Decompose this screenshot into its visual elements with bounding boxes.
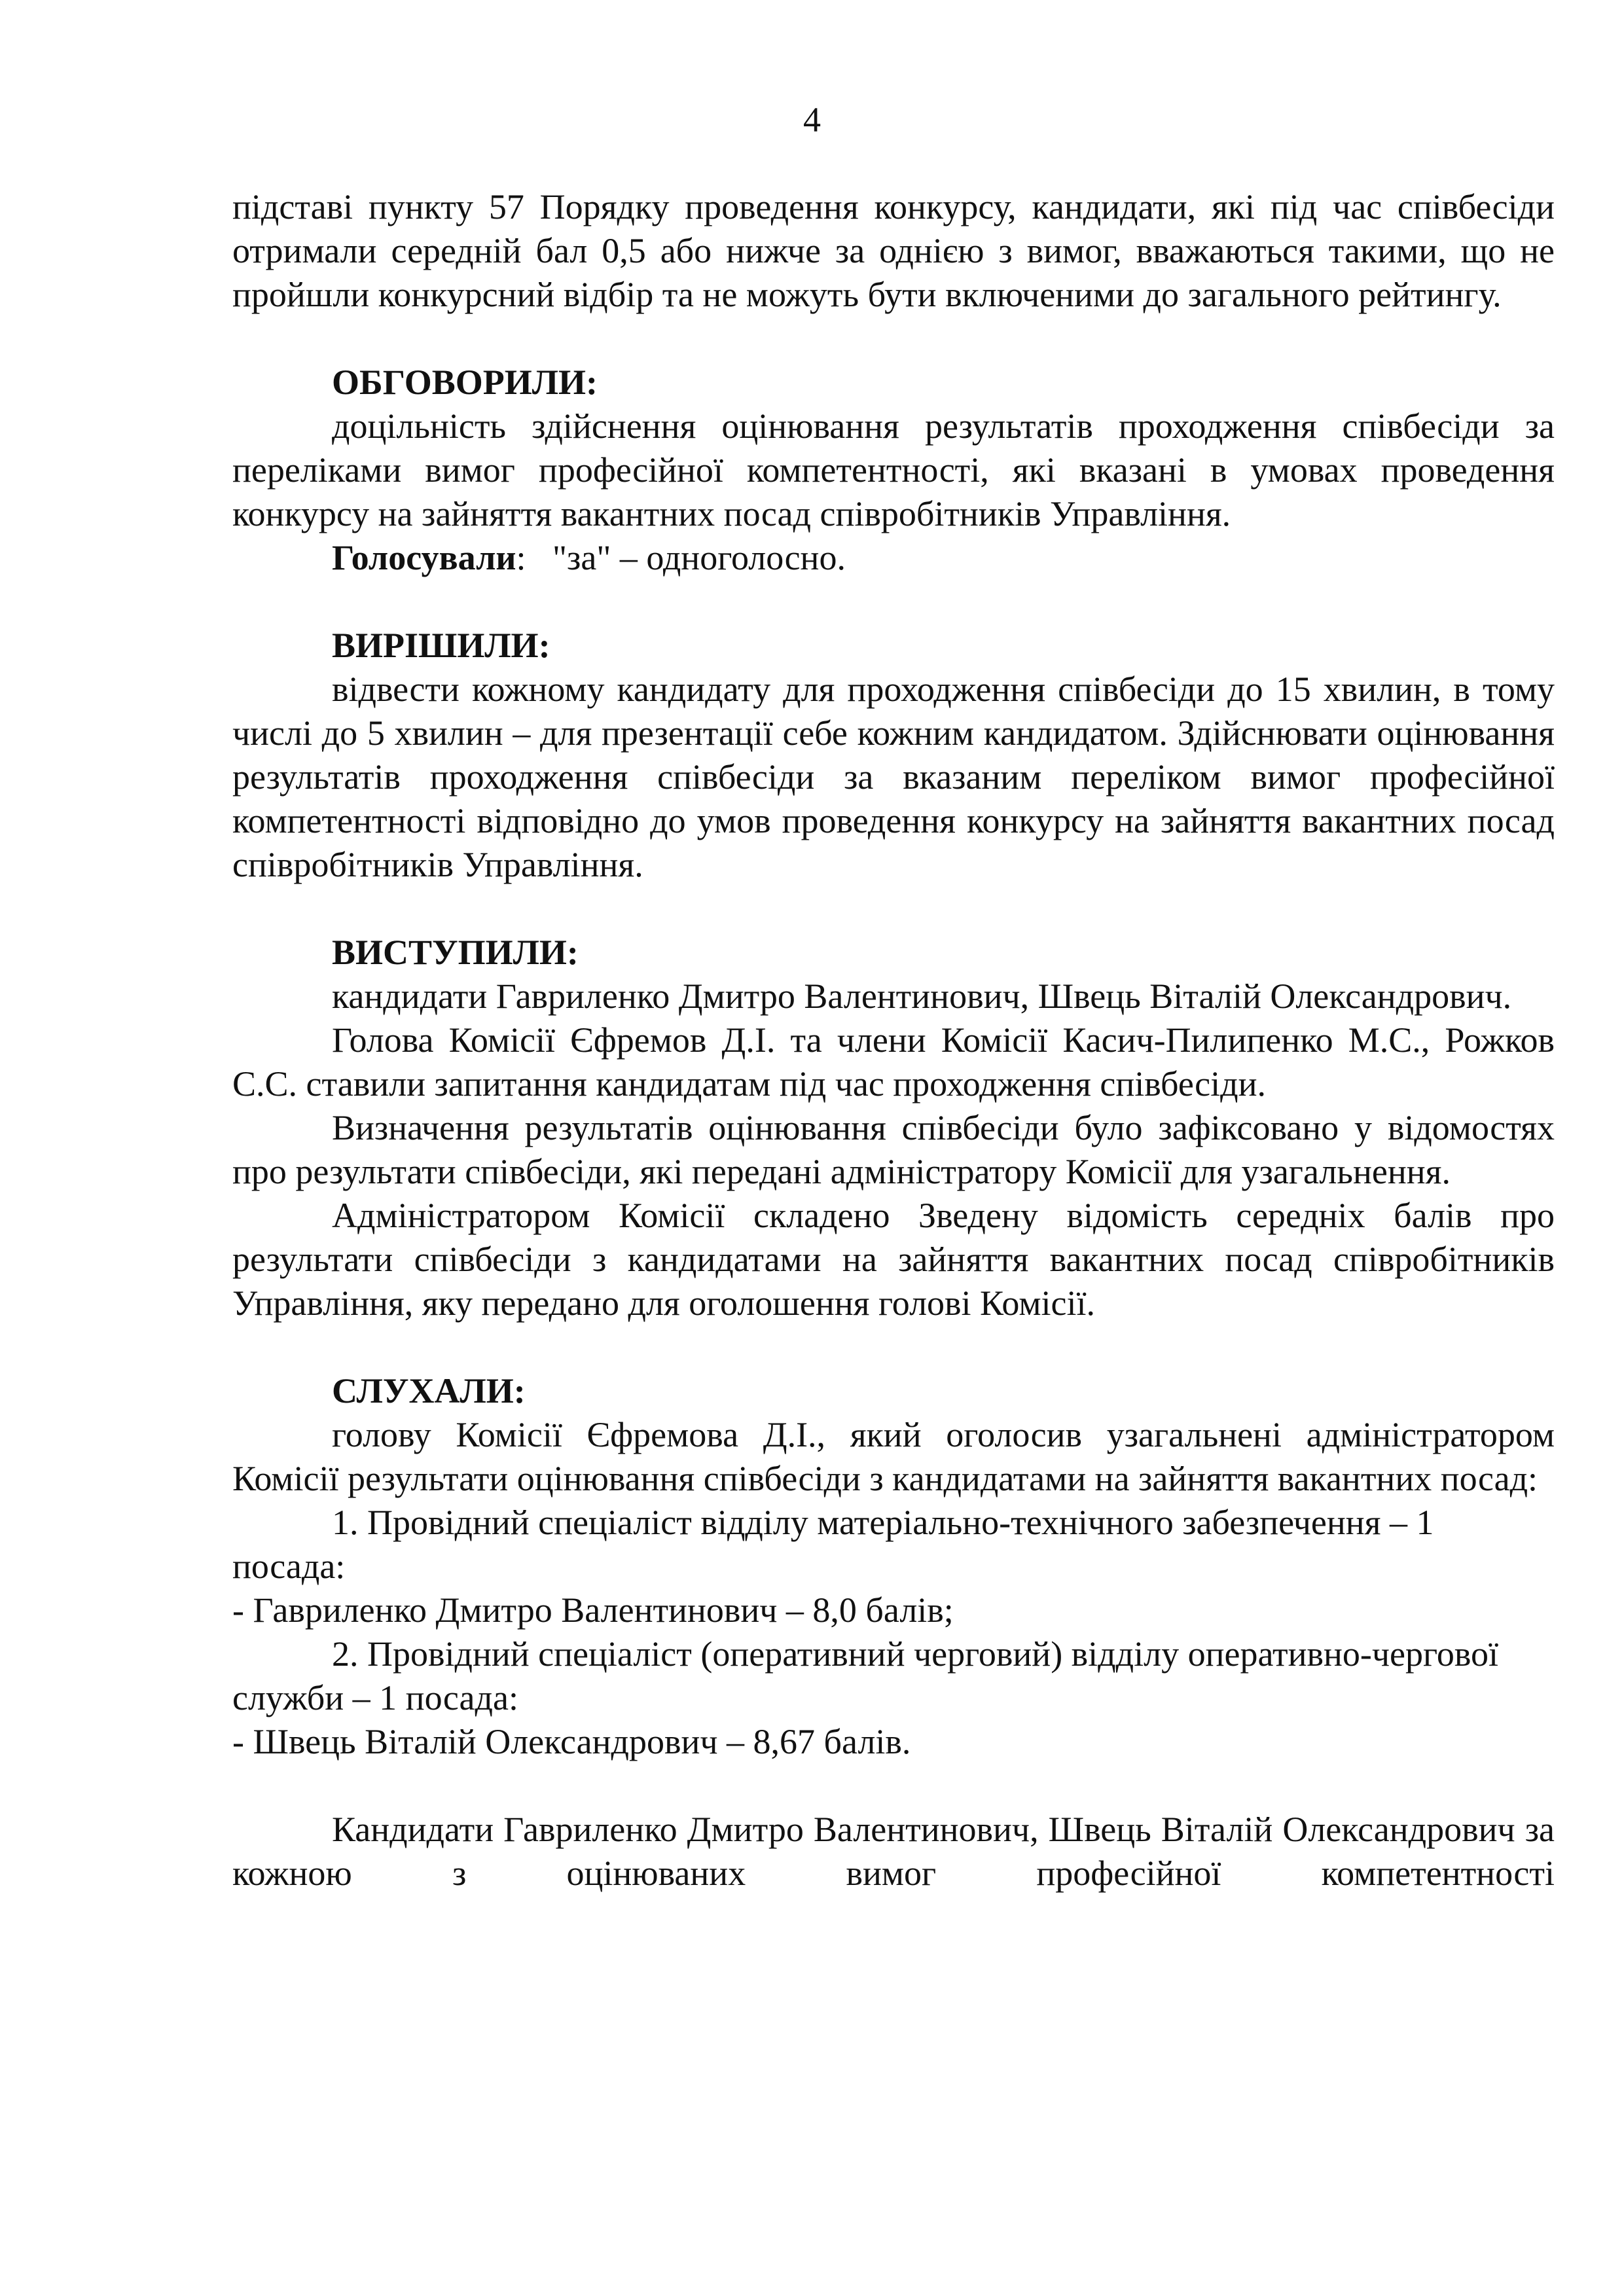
paragraph-heard: голову Комісії Єфремова Д.І., який оголосив узагальнені адміністратором Комісії результати оцінювання співбесіди з кандидатами на зайняття вакантних посад: [232,1415,1555,1498]
vote-line [232,536,1555,580]
position-result-1: - Гавриленко Дмитро Валентинович – 8,0 балів; [232,1590,954,1630]
vote-label: Голосували [332,538,516,577]
page-number: 4 [803,100,821,139]
heading-heard: СЛУХАЛИ: [332,1371,526,1410]
heading-decided: ВИРІШИЛИ: [332,626,550,665]
paragraph-results-recorded: Визначення результатів оцінювання співбесіди було зафіксовано у відомостях про результати співбесіди, які передані адміністратору Комісії для узагальнення. [232,1108,1555,1191]
document-body [232,185,1555,1895]
paragraph-decided: відвести кожному кандидату для проходження співбесіди до 15 хвилин, в тому числі до 5 хвилин – для презентації себе кожним кандидатом. Здійснювати оцінювання результатів проходження співбесіди за вказаним переліком вимог професійної компетентності відповідно до умов проведення конкурсу на зайняття вакантних посад співробітників Управління. [232,670,1555,884]
paragraph-candidates: кандидати Гавриленко Дмитро Валентинович, Швець Віталій Олександрович. [332,977,1512,1016]
vote-result: : "за" – одноголосно. [516,538,846,577]
spacer [232,317,1555,361]
paragraph-intro: підставі пункту 57 Порядку проведення конкурсу, кандидати, які під час співбесіди отримали середній бал 0,5 або нижче за однією з вимог, вважаються такими, що не пройшли конкурсний відбір та не можуть бути включеними до загального рейтингу. [232,187,1555,314]
paragraph-closing: Кандидати Гавриленко Дмитро Валентинович, Швець Віталій Олександрович за кожною з оцінюваних вимог професійної компетентності [232,1810,1555,1893]
heading-discussed: ОБГОВОРИЛИ: [332,363,598,402]
heading-spoke: ВИСТУПИЛИ: [332,933,579,972]
position-result-2: - Швець Віталій Олександрович – 8,67 балів. [232,1722,911,1761]
spacer [232,580,1555,624]
spacer [232,887,1555,931]
paragraph-summary-sheet: Адміністратором Комісії складено Зведену відомість середніх балів про результати співбесіди з кандидатами на зайняття вакантних посад співробітників Управління, яку передано для оголошення голові Комісії. [232,1196,1555,1323]
position-item-2: 2. Провідний спеціаліст (оперативний черговий) відділу оперативно-чергової служби – 1 посада: [232,1634,1498,1717]
paragraph-questions: Голова Комісії Єфремов Д.І. та члени Комісії Касич-Пилипенко М.С., Рожков С.С. ставили запитання кандидатам під час проходження співбесіди. [232,1020,1555,1103]
paragraph-discussed: доцільність здійснення оцінювання результатів проходження співбесіди за переліками вимог професійної компетентності, які вказані в умовах проведення конкурсу на зайняття вакантних посад співробітників Управління. [232,406,1555,533]
position-item-1: 1. Провідний спеціаліст відділу матеріально-технічного забезпечення – 1 посада: [232,1503,1434,1586]
spacer [232,1325,1555,1369]
spacer [232,1764,1555,1808]
